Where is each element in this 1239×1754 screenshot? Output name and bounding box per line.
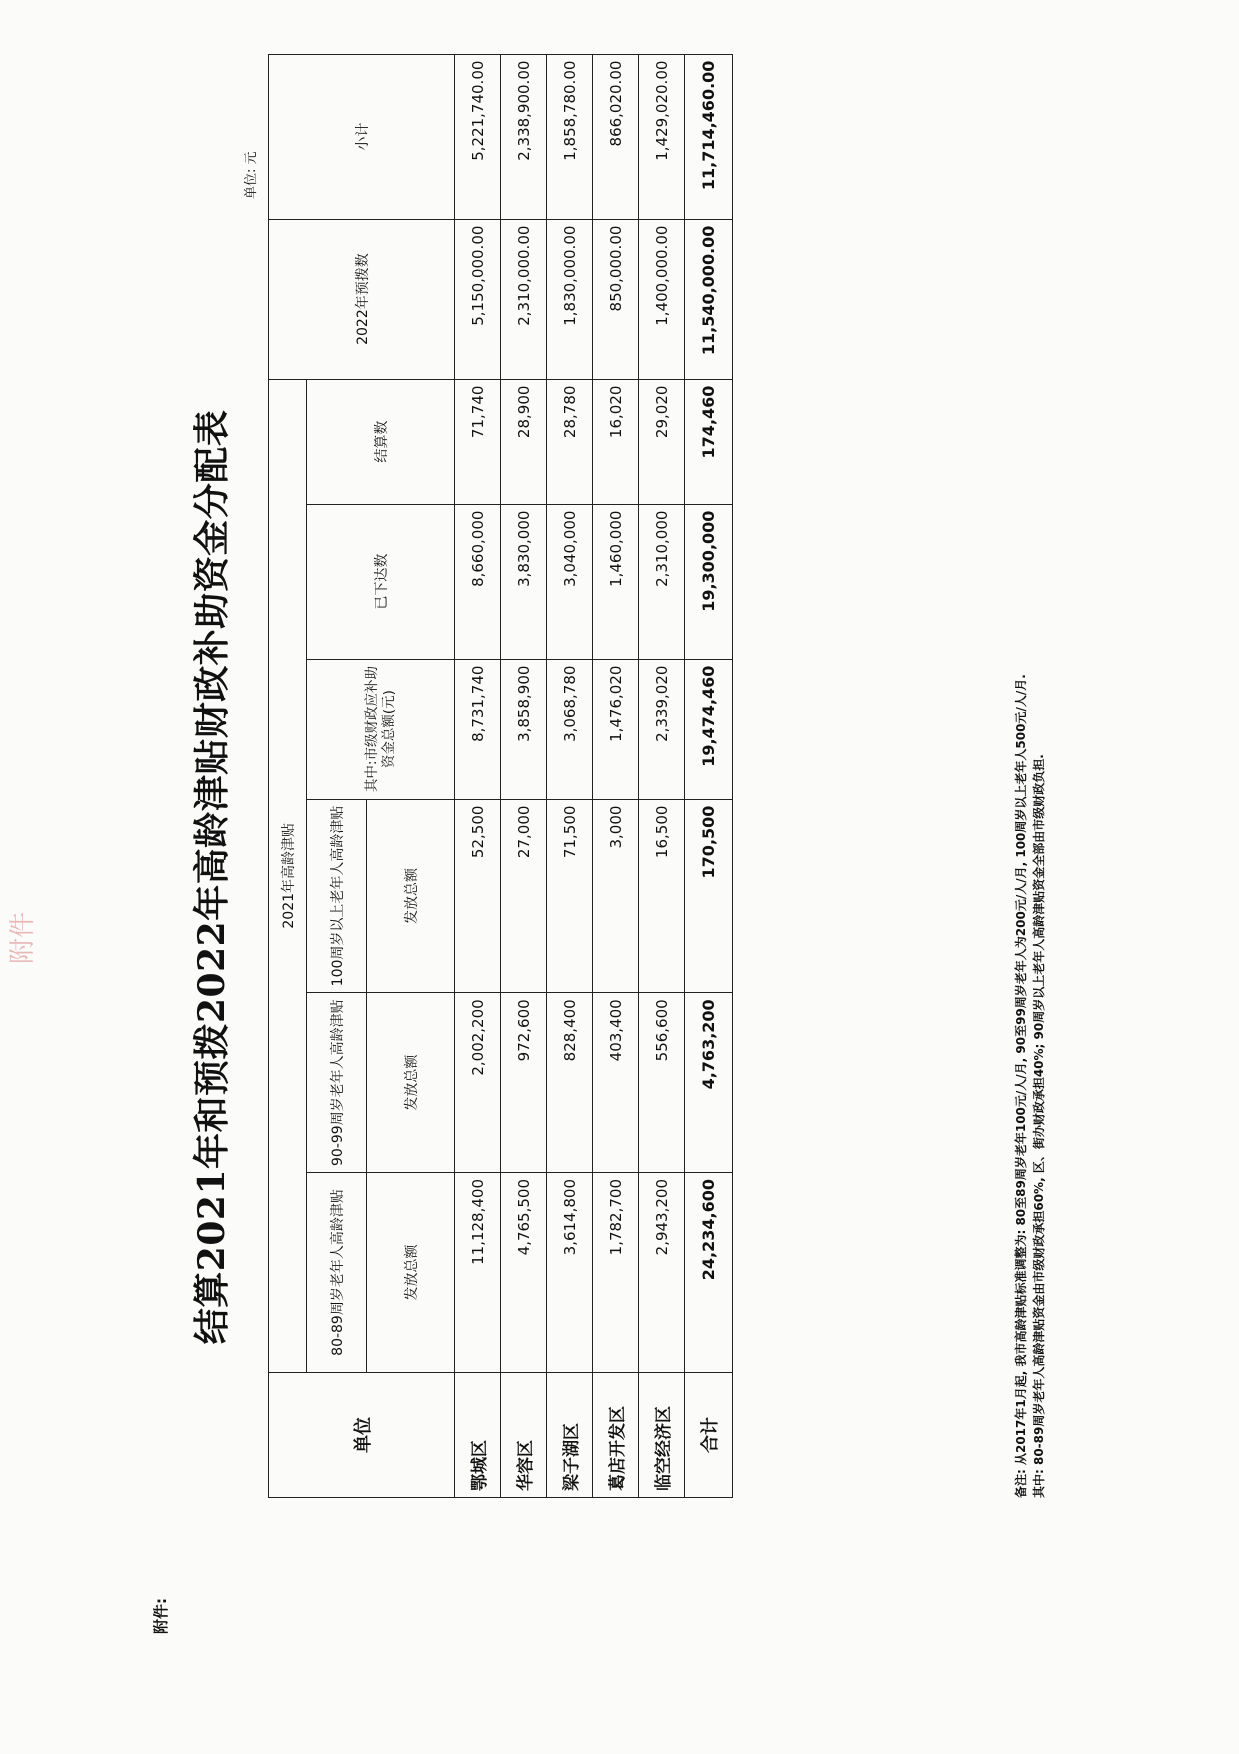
attachment-label: 附件: [152,1598,170,1634]
cell-90-99: 972,600 [501,993,547,1173]
cell-prealloc: 1,400,000.00 [639,219,685,379]
unit-label: 单位: 元 [244,151,259,199]
cell-100: 27,000 [501,799,547,993]
cell-allocated: 3,040,000 [547,504,593,659]
header-subtotal: 小计 [269,54,455,219]
header-settlement: 结算数 [307,379,455,504]
table-row [455,54,501,1497]
table-row [501,54,547,1497]
header-city-share: 其中:市级财政应补助资金总额(元) [307,659,455,799]
cell-90-99: 2,002,200 [455,993,501,1173]
total-100: 170,500 [685,799,733,993]
cell-100: 71,500 [547,799,593,993]
row-unit-name: 临空经济区 [639,1373,685,1498]
cell-settlement: 29,020 [639,379,685,504]
cell-subtotal: 5,221,740.00 [455,54,501,219]
cell-city-share: 8,731,740 [455,659,501,799]
cell-city-share: 1,476,020 [593,659,639,799]
header-issued-90-99: 发放总额 [367,993,455,1173]
footnote-2: 其中: 80-89周岁老年人高龄津贴资金由市级财政承担60%, 区、街办财政承担40%; 90周岁以上老年人高龄津贴资金全部由市级财政负担. [1032,754,1046,1498]
total-city-share: 19,474,460 [685,659,733,799]
total-label: 合计 [685,1373,733,1498]
cell-90-99: 403,400 [593,993,639,1173]
table-row [639,54,685,1497]
total-prealloc: 11,540,000.00 [685,219,733,379]
cell-80-89: 3,614,800 [547,1173,593,1373]
header-90-99: 90-99周岁老年人高龄津贴 [307,993,367,1173]
header-2022-prealloc: 2022年预拨数 [269,219,455,379]
cell-city-share: 2,339,020 [639,659,685,799]
cell-prealloc: 850,000.00 [593,219,639,379]
page-title: 结算2021年和预拨2022年高龄津贴财政补助资金分配表 [191,409,233,1345]
footnote-1: 备注: 从2017年1月起, 我市高龄津贴标准调整为: 80至89周岁老年100元/人/月, 90至99周岁老年人为200元/人/月, 100周岁以上老年人500元/人/月. [1014,674,1028,1498]
cell-prealloc: 1,830,000.00 [547,219,593,379]
cell-subtotal: 1,858,780.00 [547,54,593,219]
header-100-plus: 100周岁以上老年人高龄津贴 [307,799,367,993]
total-allocated: 19,300,000 [685,504,733,659]
total-subtotal: 11,714,460.00 [685,54,733,219]
cell-100: 52,500 [455,799,501,993]
total-90-99: 4,763,200 [685,993,733,1173]
total-settlement: 174,460 [685,379,733,504]
header-issued-100: 发放总额 [367,799,455,993]
cell-100: 16,500 [639,799,685,993]
header-2021-subsidy: 2021年高龄津贴 [269,379,307,1372]
red-stamp-mark: 附件 [8,911,38,964]
row-unit-name: 梁子湖区 [547,1373,593,1498]
cell-settlement: 16,020 [593,379,639,504]
header-unit: 单位 [269,1373,455,1498]
table-total-row [685,54,733,1497]
cell-allocated: 8,660,000 [455,504,501,659]
header-80-89: 80-89周岁老年人高龄津贴 [307,1173,367,1373]
cell-80-89: 4,765,500 [501,1173,547,1373]
cell-80-89: 11,128,400 [455,1173,501,1373]
cell-city-share: 3,068,780 [547,659,593,799]
cell-80-89: 1,782,700 [593,1173,639,1373]
cell-subtotal: 1,429,020.00 [639,54,685,219]
row-unit-name: 华容区 [501,1373,547,1498]
cell-city-share: 3,858,900 [501,659,547,799]
cell-prealloc: 2,310,000.00 [501,219,547,379]
cell-90-99: 556,600 [639,993,685,1173]
row-unit-name: 鄂城区 [455,1373,501,1498]
cell-90-99: 828,400 [547,993,593,1173]
cell-allocated: 3,830,000 [501,504,547,659]
total-80-89: 24,234,600 [685,1173,733,1373]
header-issued-80-89: 发放总额 [367,1173,455,1373]
cell-settlement: 71,740 [455,379,501,504]
header-allocated: 已下达数 [307,504,455,659]
cell-settlement: 28,780 [547,379,593,504]
footnotes [1012,674,1048,1498]
cell-subtotal: 2,338,900.00 [501,54,547,219]
table-row [593,54,639,1497]
cell-settlement: 28,900 [501,379,547,504]
cell-subtotal: 866,020.00 [593,54,639,219]
table-row [547,54,593,1497]
row-unit-name: 葛店开发区 [593,1373,639,1498]
cell-80-89: 2,943,200 [639,1173,685,1373]
cell-100: 3,000 [593,799,639,993]
cell-allocated: 2,310,000 [639,504,685,659]
cell-prealloc: 5,150,000.00 [455,219,501,379]
allocation-table [268,54,733,1498]
cell-allocated: 1,460,000 [593,504,639,659]
